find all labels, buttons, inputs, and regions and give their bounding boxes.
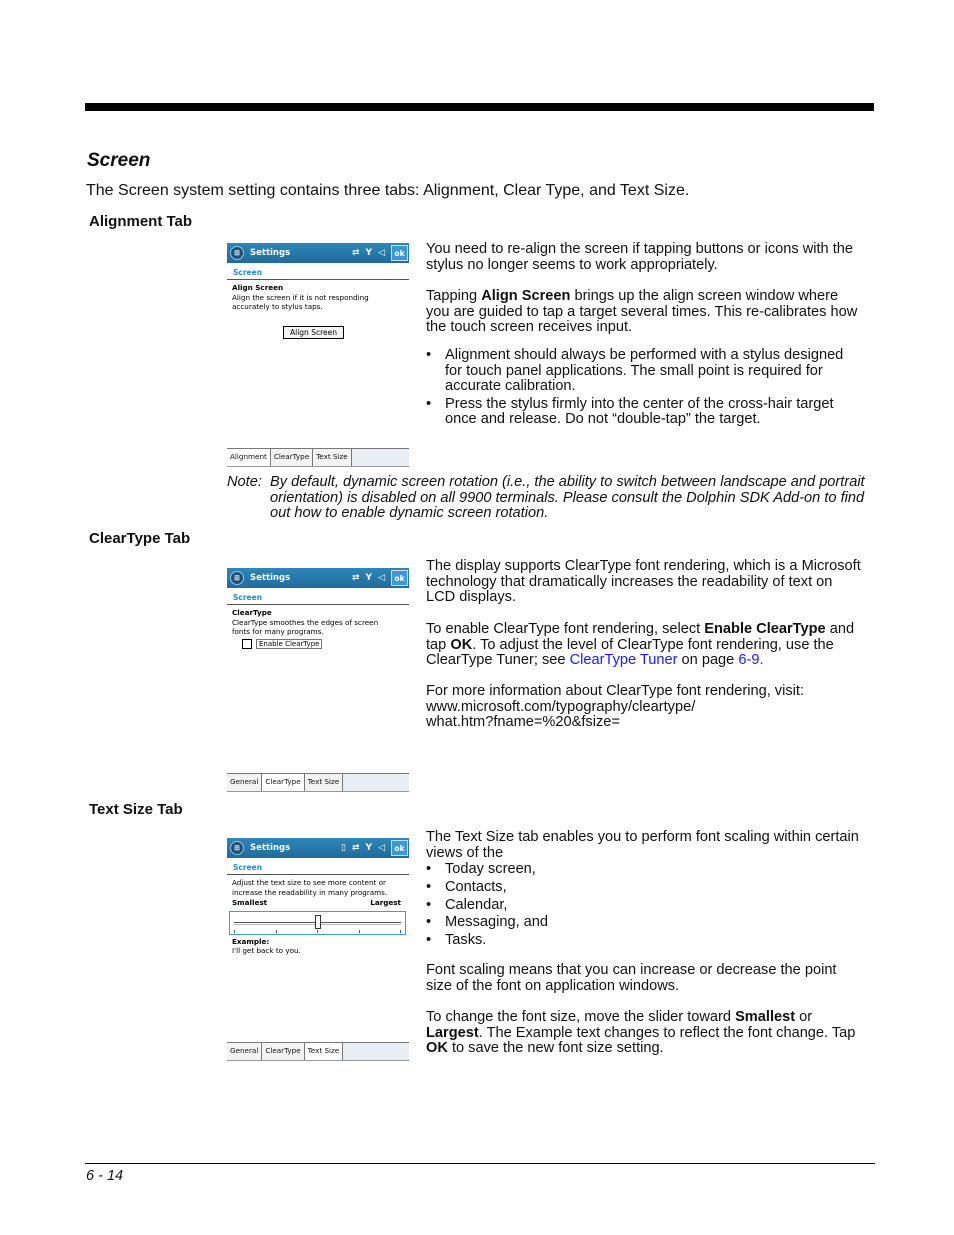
cleartype-para-2: To enable ClearType font rendering, select Enable ClearType and tap OK. To adjust the level of ClearType font rendering, use the ClearType Tuner; see ClearType Tuner on page 6-9. [426, 621, 855, 669]
connectivity-icon: ⇄ [352, 843, 360, 853]
header-rule [85, 103, 874, 111]
device-title: Settings [250, 248, 291, 258]
cleartype-para-1: The display supports ClearType font rendering, which is a Microsoft technology that dramatically increases the readability of text on LCD displays. [426, 558, 861, 606]
list-item: • Tasks. [426, 932, 864, 949]
device-tab-textsize: Text Size [305, 774, 344, 791]
list-item: • Press the stylus firmly into the center of the cross-hair target once and release. Do not “double-tap” the target. [426, 397, 864, 428]
note-label: Note: [227, 474, 262, 490]
alignment-para-2: Tapping Align Screen brings up the align screen window where you are guided to tap a target several times. This re-calibrates how the touch screen receives input. [426, 288, 858, 336]
device-enable-cleartype-checkbox [242, 639, 252, 649]
windows-logo-icon: ⊞ [230, 246, 244, 260]
list-item: • Alignment should always be performed with a stylus designed for touch panel applications. The small point is required for accurate calibration. [426, 348, 864, 395]
windows-logo-icon: ⊞ [230, 571, 244, 585]
device-tab-strip [227, 773, 409, 792]
device-tab-alignment: Alignment [227, 449, 271, 466]
device-tab-strip [227, 448, 409, 467]
device-cleartype-label: ClearType [232, 608, 272, 617]
signal-icon: Y [365, 248, 373, 258]
device-align-label: Align Screen [232, 283, 284, 292]
device-tab-general: General [227, 774, 262, 791]
list-item: • Contacts, [426, 879, 864, 896]
device-tab-general: General [227, 1043, 262, 1060]
textsize-tab-heading: Text Size Tab [89, 801, 183, 818]
textsize-para-3: To change the font size, move the slider toward Smallest or Largest. The Example text changes to reflect the font change. Tap OK to save the new font size setting. [426, 1009, 856, 1057]
alignment-bullet-list [426, 348, 864, 430]
device-ok-button: ok [391, 570, 408, 586]
alignment-device-screenshot [227, 243, 409, 467]
device-smallest-label: Smallest [232, 898, 268, 907]
device-ok-button: ok [391, 245, 408, 261]
signal-icon: Y [365, 843, 373, 853]
device-text-size-slider [229, 911, 406, 935]
section-intro: The Screen system setting contains three tabs: Alignment, Clear Type, and Text Size. [86, 182, 690, 199]
footer-rule [85, 1163, 875, 1164]
device-titlebar [227, 568, 409, 588]
device-titlebar [227, 838, 409, 858]
battery-icon: ▯ [341, 843, 346, 853]
windows-logo-icon: ⊞ [230, 841, 244, 855]
device-screen-heading: Screen [227, 858, 409, 875]
signal-icon: Y [365, 573, 373, 583]
volume-icon: ◁ [378, 843, 385, 853]
device-tab-strip [227, 1042, 409, 1061]
device-align-screen-button: Align Screen [283, 326, 344, 340]
device-example-label: Example: [232, 936, 270, 946]
device-screen-heading: Screen [227, 588, 409, 605]
cleartype-tab-heading: ClearType Tab [89, 530, 191, 547]
connectivity-icon: ⇄ [352, 248, 360, 258]
textsize-bullet-list [426, 861, 864, 950]
cleartype-para-3: For more information about ClearType font rendering, visit: www.microsoft.com/typography/cleartype/ what.htm?fname=%20&fsize= [426, 683, 804, 731]
note-text: By default, dynamic screen rotation (i.e., the ability to switch between landscape and portrait orientation) is disabled on all 9900 terminals. Please consult the Dolphin SDK Add-on to find out how to enable dynamic screen rotation. [270, 474, 865, 522]
alignment-tab-heading: Alignment Tab [89, 213, 193, 230]
device-title: Settings [250, 573, 291, 583]
device-tab-textsize: Text Size [305, 1043, 344, 1060]
textsize-para-2: Font scaling means that you can increase or decrease the point size of the font on application windows. [426, 962, 837, 994]
textsize-para-1: The Text Size tab enables you to perform font scaling within certain views of the [426, 829, 859, 861]
device-tab-cleartype: ClearType [271, 449, 313, 466]
cleartype-tuner-link[interactable]: ClearType Tuner [569, 652, 678, 669]
device-title: Settings [250, 843, 291, 853]
device-align-desc: Align the screen if it is not responding accurately to stylus taps. [232, 292, 369, 311]
device-largest-label: Largest [370, 898, 401, 907]
textsize-device-screenshot [227, 838, 409, 1060]
device-textsize-desc: Adjust the text size to see more content or increase the readability in many programs. [232, 878, 388, 897]
connectivity-icon: ⇄ [352, 573, 360, 583]
page-number: 6 - 14 [86, 1168, 124, 1184]
cleartype-device-screenshot [227, 568, 409, 790]
list-item: • Today screen, [426, 861, 864, 878]
device-slider-thumb [315, 915, 321, 929]
device-screen-heading: Screen [227, 263, 409, 280]
page-6-9-link[interactable]: 6-9 [738, 652, 760, 669]
device-tab-textsize: Text Size [313, 449, 352, 466]
device-cleartype-desc: ClearType smoothes the edges of screen fonts for many programs. [232, 617, 379, 636]
device-ok-button: ok [391, 840, 408, 856]
list-item: • Messaging, and [426, 914, 864, 931]
note [227, 475, 867, 522]
list-item: • Calendar, [426, 897, 864, 914]
device-titlebar [227, 243, 409, 263]
alignment-para-1: You need to re-align the screen if tapping buttons or icons with the stylus no longer seems to work appropriately. [426, 241, 854, 273]
volume-icon: ◁ [378, 573, 385, 583]
device-tab-cleartype: ClearType [262, 1043, 304, 1060]
device-example-text: I'll get back to you. [232, 946, 301, 955]
section-title: Screen [87, 150, 151, 171]
device-enable-cleartype-label: Enable ClearType [256, 639, 322, 649]
volume-icon: ◁ [378, 248, 385, 258]
device-tab-cleartype: ClearType [262, 774, 304, 791]
